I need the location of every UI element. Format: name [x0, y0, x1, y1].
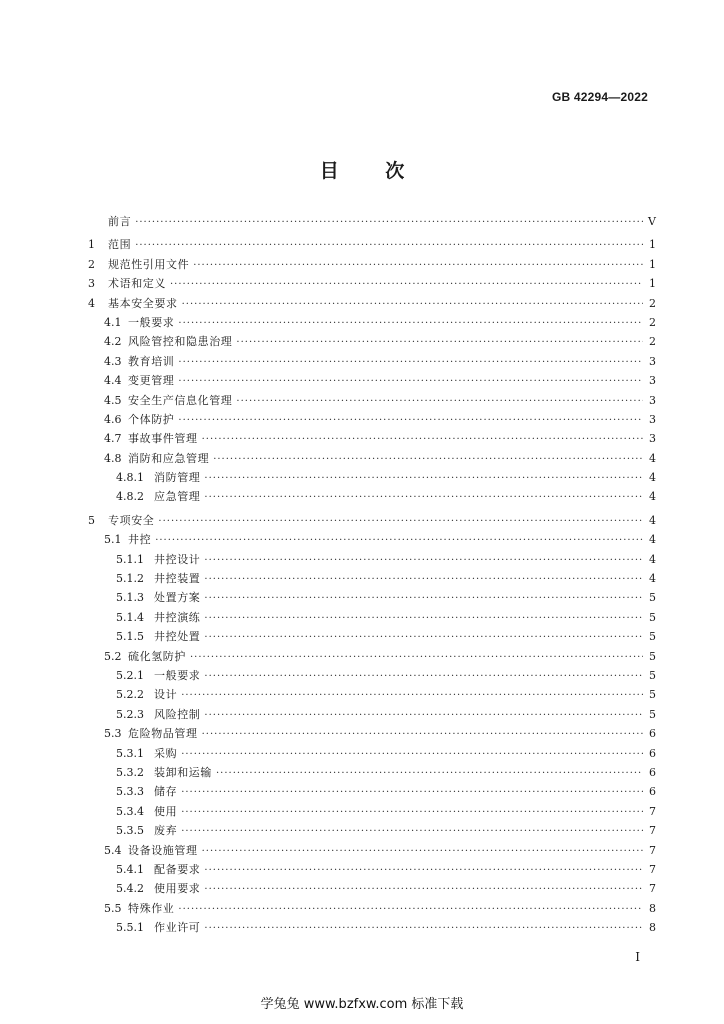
toc-entry[interactable] [88, 429, 656, 448]
toc-entry-title: 装卸和运输 [154, 765, 212, 779]
toc-entry-page: 7 [649, 843, 656, 857]
toc-entry[interactable] [88, 802, 656, 821]
toc-entry-number: 4.1 [104, 315, 122, 329]
toc-entry-title: 井控装置 [154, 572, 201, 586]
toc-entry-page: 5 [649, 630, 656, 644]
toc-entry-page: 4 [649, 451, 656, 465]
toc-entry-number: 5.4.2 [116, 882, 144, 896]
toc-entry-page: 7 [649, 882, 656, 896]
toc-entry-page: 1 [649, 257, 656, 271]
toc-entry[interactable] [88, 352, 656, 371]
toc-entry[interactable] [88, 410, 656, 429]
toc-entry-title: 一般要求 [128, 315, 175, 329]
toc-entry-page: 6 [649, 785, 656, 799]
toc-entry[interactable] [88, 647, 656, 666]
toc-entry-page: 3 [649, 432, 656, 446]
toc-entry-page: 7 [649, 804, 656, 818]
toc-entry-number: 5.4.1 [116, 862, 144, 876]
dot-leader [204, 706, 643, 725]
toc-entry-number: 5.1.4 [116, 610, 144, 624]
dot-leader [202, 725, 643, 744]
toc-entry-page: 8 [649, 921, 656, 935]
dot-leader [202, 430, 643, 449]
toc-entry-title: 使用 [154, 804, 178, 818]
toc-entry-title: 变更管理 [128, 374, 175, 388]
toc-entry-title: 应急管理 [154, 490, 201, 504]
toc-entry-title: 井控处置 [154, 630, 201, 644]
toc-entry-title: 风险控制 [154, 707, 201, 721]
dot-leader [181, 783, 643, 802]
dot-leader [158, 512, 643, 531]
toc-entry[interactable] [88, 391, 656, 410]
toc-entry-number: 5.1.5 [116, 630, 144, 644]
dot-leader [202, 842, 643, 861]
toc-entry[interactable] [88, 530, 656, 549]
dot-leader [178, 411, 643, 430]
toc-entry-page: 4 [649, 572, 656, 586]
toc-entry-page: 1 [649, 277, 656, 291]
toc-entry[interactable] [88, 627, 656, 646]
dot-leader [135, 236, 643, 255]
toc-entry-title: 专项安全 [108, 513, 155, 527]
toc-entry[interactable] [88, 569, 656, 588]
toc-entry-page: 1 [649, 238, 656, 252]
toc-title: 目 次 [319, 160, 405, 182]
toc-entry-title: 作业许可 [154, 921, 201, 935]
toc-entry[interactable] [88, 449, 656, 468]
toc-entry-page: 5 [649, 591, 656, 605]
toc-entry-number: 5.5 [104, 901, 122, 915]
toc-entry-title: 一般要求 [154, 668, 201, 682]
toc-entry-page: 2 [649, 315, 656, 329]
toc-entry-title: 消防管理 [154, 471, 201, 485]
toc-entry[interactable] [88, 212, 656, 231]
toc-entry-number: 5.3.4 [116, 804, 144, 818]
toc-entry-number: 5.2 [104, 649, 122, 663]
toc-entry-page: 5 [649, 688, 656, 702]
toc-entry-title: 硫化氢防护 [128, 649, 186, 663]
dot-leader [182, 295, 643, 314]
toc-entry-number: 4 [88, 296, 95, 310]
dot-leader [181, 686, 643, 705]
toc-entry-title: 消防和应急管理 [128, 451, 210, 465]
toc-entry-page: 5 [649, 668, 656, 682]
toc-entry-page: 3 [649, 374, 656, 388]
toc-entry-page: 3 [649, 354, 656, 368]
dot-leader [181, 822, 643, 841]
toc-entry[interactable] [88, 879, 656, 898]
toc-entry-title: 处置方案 [154, 591, 201, 605]
dot-leader [193, 256, 643, 275]
toc-entry-number: 5.5.1 [116, 921, 144, 935]
standard-number: GB 42294—2022 [552, 90, 648, 104]
toc-entry[interactable] [88, 550, 656, 569]
toc-entry-page: 7 [649, 824, 656, 838]
toc-entry-number: 5.3.1 [116, 746, 144, 760]
dot-leader [204, 861, 643, 880]
toc-entry-number: 2 [88, 257, 95, 271]
dot-leader [204, 628, 643, 647]
dot-leader [181, 803, 643, 822]
toc-entry-number: 5.1.2 [116, 572, 144, 586]
dot-leader [170, 275, 643, 294]
dot-leader [204, 667, 643, 686]
toc-entry-title: 风险管控和隐患治理 [128, 335, 233, 349]
toc-entry-number: 5.1.1 [116, 552, 144, 566]
toc-entry-title: 设备设施管理 [128, 843, 198, 857]
toc-entry-number: 5.2.2 [116, 688, 144, 702]
toc-entry-title: 配备要求 [154, 862, 201, 876]
toc-entry-number: 5 [88, 513, 95, 527]
toc-entry[interactable] [88, 371, 656, 390]
toc-entry[interactable] [88, 685, 656, 704]
toc-entry[interactable] [88, 860, 656, 879]
toc-entry[interactable] [88, 255, 656, 274]
toc-entry[interactable] [88, 487, 656, 506]
toc-entry-title: 特殊作业 [128, 901, 175, 915]
toc-entry[interactable] [88, 511, 656, 530]
dot-leader [204, 589, 643, 608]
dot-leader [204, 469, 643, 488]
toc-entry-title: 设计 [154, 688, 178, 702]
toc-entry-title: 规范性引用文件 [108, 257, 190, 271]
toc-entry[interactable] [88, 763, 656, 782]
toc-entry[interactable] [88, 841, 656, 860]
toc-entry-title: 储存 [154, 785, 178, 799]
toc-entry-number: 4.8.1 [116, 471, 144, 485]
dot-leader [204, 551, 643, 570]
toc-entry[interactable] [88, 468, 656, 487]
toc-entry-page: 6 [649, 765, 656, 779]
dot-leader [155, 531, 643, 550]
toc-entry-title: 事故事件管理 [128, 432, 198, 446]
toc-entry[interactable] [88, 782, 656, 801]
toc-entry-title: 安全生产信息化管理 [128, 393, 233, 407]
toc-entry-title: 个体防护 [128, 412, 175, 426]
toc-entry-number: 5.2.1 [116, 668, 144, 682]
toc-entry-page: 5 [649, 707, 656, 721]
toc-entry-number: 4.4 [104, 374, 122, 388]
toc-entry[interactable] [88, 588, 656, 607]
toc-entry[interactable] [88, 235, 656, 254]
toc-entry[interactable] [88, 332, 656, 351]
toc-entry[interactable] [88, 821, 656, 840]
dot-leader [236, 392, 643, 411]
toc-entry-title: 井控 [128, 533, 152, 547]
toc-entry-title: 教育培训 [128, 354, 175, 368]
toc-entry[interactable] [88, 294, 656, 313]
toc-entry-title: 术语和定义 [108, 277, 166, 291]
toc-entry-page: 3 [649, 393, 656, 407]
toc-entry-number: 5.3.2 [116, 765, 144, 779]
dot-leader [135, 213, 643, 232]
toc-entry-page: 7 [649, 862, 656, 876]
toc-entry-number: 4.7 [104, 432, 122, 446]
toc-entry-number: 3 [88, 277, 95, 291]
toc-entry[interactable] [88, 313, 656, 332]
toc-entry-page: 6 [649, 727, 656, 741]
toc-entry-number: 4.8.2 [116, 490, 144, 504]
toc-entry[interactable] [88, 705, 656, 724]
toc-entry-page: 8 [649, 901, 656, 915]
toc-entry[interactable] [88, 918, 656, 937]
toc-entry-number: 1 [88, 238, 95, 252]
toc-entry-page: 4 [649, 552, 656, 566]
toc-entry[interactable] [88, 608, 656, 627]
toc-entry-page: 4 [649, 533, 656, 547]
toc-entry-number: 5.3.5 [116, 824, 144, 838]
dot-leader [178, 314, 643, 333]
toc-entry-number: 4.2 [104, 335, 122, 349]
toc-entry[interactable] [88, 899, 656, 918]
dot-leader [178, 900, 643, 919]
toc-entry-page: 4 [649, 471, 656, 485]
toc-entry-number: 5.2.3 [116, 707, 144, 721]
toc-entry-page: Ⅴ [648, 215, 656, 228]
toc-entry-number: 4.6 [104, 412, 122, 426]
page-number: Ⅰ [635, 950, 640, 964]
dot-leader [178, 372, 643, 391]
toc-entry-number: 5.3 [104, 727, 122, 741]
toc-entry[interactable] [88, 666, 656, 685]
dot-leader [236, 333, 643, 352]
toc-entry-number: 5.4 [104, 843, 122, 857]
toc-entry-number: 5.1.3 [116, 591, 144, 605]
toc-entry-number: 4.3 [104, 354, 122, 368]
table-of-contents [88, 212, 656, 937]
toc-entry-page: 6 [649, 746, 656, 760]
toc-entry-number: 5.1 [104, 533, 122, 547]
dot-leader [178, 353, 643, 372]
toc-entry-number: 4.8 [104, 451, 122, 465]
toc-entry-page: 3 [649, 412, 656, 426]
dot-leader [181, 745, 643, 764]
toc-entry-title: 废弃 [154, 824, 178, 838]
toc-entry-title: 基本安全要求 [108, 296, 178, 310]
toc-entry-page: 4 [649, 513, 656, 527]
dot-leader [204, 570, 643, 589]
dot-leader [204, 880, 643, 899]
toc-entry[interactable] [88, 274, 656, 293]
toc-entry-page: 4 [649, 490, 656, 504]
toc-entry-title: 井控演练 [154, 610, 201, 624]
dot-leader [204, 609, 643, 628]
toc-entry-title: 井控设计 [154, 552, 201, 566]
site-watermark: 学兔兔 www.bzfxw.com 标准下载 [260, 997, 464, 1012]
dot-leader [204, 488, 643, 507]
toc-entry-page: 5 [649, 649, 656, 663]
toc-entry[interactable] [88, 724, 656, 743]
toc-entry-title: 采购 [154, 746, 178, 760]
dot-leader [204, 919, 643, 938]
toc-entry-page: 5 [649, 610, 656, 624]
toc-entry[interactable] [88, 744, 656, 763]
toc-entry-title: 范围 [108, 238, 132, 252]
dot-leader [213, 450, 643, 469]
toc-entry-title: 危险物品管理 [128, 727, 198, 741]
toc-entry-title: 前言 [108, 215, 132, 228]
dot-leader [216, 764, 643, 783]
toc-entry-page: 2 [649, 335, 656, 349]
toc-entry-title: 使用要求 [154, 882, 201, 896]
toc-entry-number: 5.3.3 [116, 785, 144, 799]
toc-entry-page: 2 [649, 296, 656, 310]
dot-leader [190, 648, 643, 667]
toc-entry-number: 4.5 [104, 393, 122, 407]
